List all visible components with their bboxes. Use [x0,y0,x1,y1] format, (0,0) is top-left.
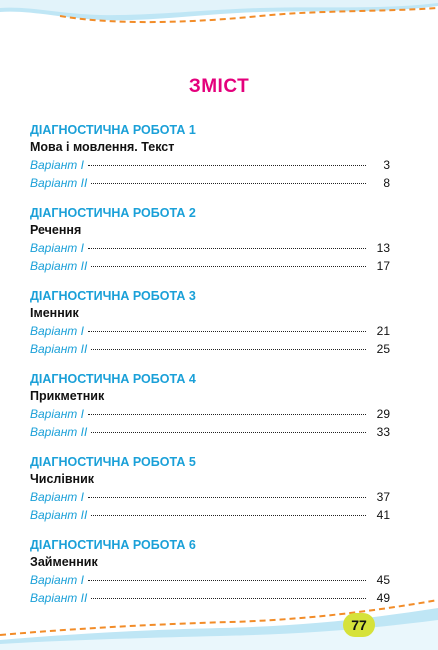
variant-label: Варіант І [30,241,84,255]
dot-leader [91,515,366,516]
page-ref: 17 [376,259,390,273]
page-number-badge: 77 [343,613,375,637]
toc-entry[interactable] [30,239,390,257]
toc-entry[interactable] [30,174,390,192]
toc-section [30,288,390,358]
section-heading: ДІАГНОСТИЧНА РОБОТА 6 [30,538,196,552]
variant-label: Варіант І [30,324,84,338]
toc-entry[interactable] [30,506,390,524]
page-ref: 8 [383,176,390,190]
dot-leader [88,331,366,332]
section-heading: ДІАГНОСТИЧНА РОБОТА 5 [30,455,196,469]
dot-leader [91,266,366,267]
section-heading: ДІАГНОСТИЧНА РОБОТА 1 [30,123,196,137]
section-topic: Прикметник [30,389,105,403]
dot-leader [88,497,366,498]
toc-section [30,454,390,524]
dot-leader [88,414,366,415]
variant-label: Варіант ІІ [30,425,88,439]
section-topic: Числівник [30,472,95,486]
section-heading: ДІАГНОСТИЧНА РОБОТА 3 [30,289,196,303]
toc-entry[interactable] [30,340,390,358]
page-ref: 33 [376,425,390,439]
page-ref: 37 [376,490,390,504]
page-ref: 45 [376,573,390,587]
toc-section [30,122,390,192]
toc-entry[interactable] [30,257,390,275]
dot-leader [91,183,366,184]
variant-label: Варіант І [30,407,84,421]
variant-label: Варіант ІІ [30,176,88,190]
page-ref: 25 [376,342,390,356]
section-topic: Мова і мовлення. Текст [30,140,175,154]
variant-label: Варіант ІІ [30,259,88,273]
variant-label: Варіант ІІ [30,508,88,522]
toc-section [30,371,390,441]
dot-leader [88,248,366,249]
toc-entry[interactable] [30,156,390,174]
section-topic: Займенник [30,555,98,569]
dot-leader [88,580,366,581]
variant-label: Варіант І [30,490,84,504]
toc-entry[interactable] [30,488,390,506]
section-heading: ДІАГНОСТИЧНА РОБОТА 4 [30,372,196,386]
page-ref: 49 [376,591,390,605]
section-heading: ДІАГНОСТИЧНА РОБОТА 2 [30,206,196,220]
page-ref: 29 [376,407,390,421]
section-topic: Іменник [30,306,79,320]
toc-section [30,205,390,275]
dot-leader [91,349,366,350]
page-ref: 41 [376,508,390,522]
page-title: ЗМІСТ [188,76,250,97]
section-topic: Речення [30,223,82,237]
toc-entry[interactable] [30,405,390,423]
variant-label: Варіант І [30,158,84,172]
toc-entry[interactable] [30,322,390,340]
page-ref: 21 [376,324,390,338]
dot-leader [88,165,366,166]
variant-label: Варіант ІІ [30,342,88,356]
toc-entry[interactable] [30,571,390,589]
toc-entry[interactable] [30,423,390,441]
table-of-contents [30,122,390,620]
dot-leader [91,432,366,433]
page-ref: 3 [383,158,390,172]
variant-label: Варіант ІІ [30,591,88,605]
variant-label: Варіант І [30,573,84,587]
page-ref: 13 [376,241,390,255]
top-wave-decoration [0,0,438,40]
